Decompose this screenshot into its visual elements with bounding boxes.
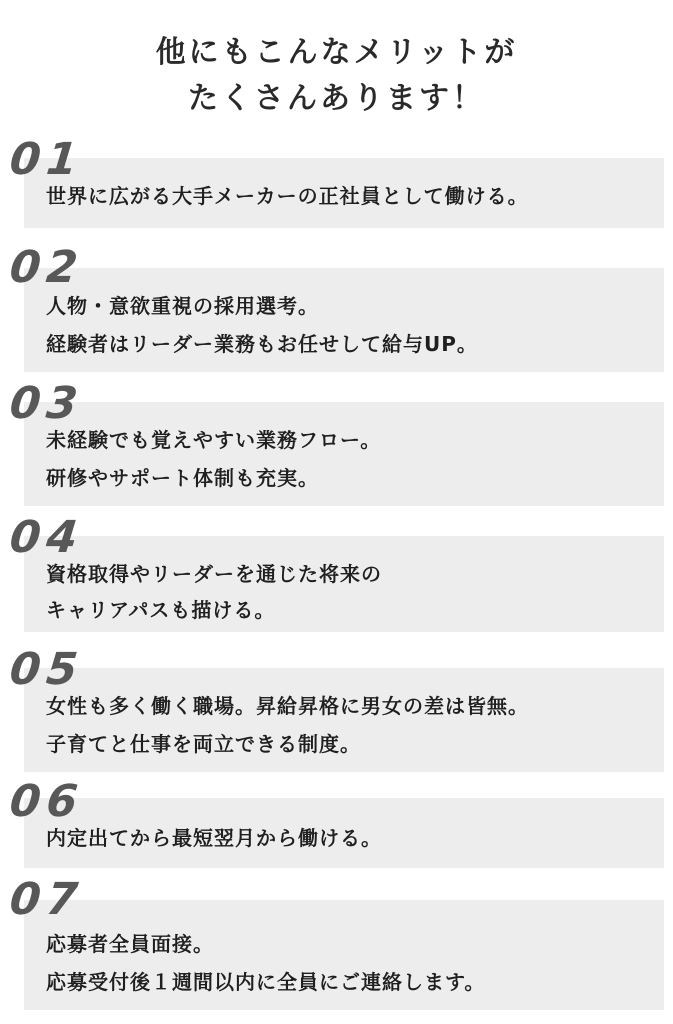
merit-box xyxy=(24,900,664,1010)
merit-text-line: 応募受付後１週間以内に全員にご連絡します。 xyxy=(46,970,486,994)
merit-text-line: 未経験でも覚えやすい業務フロー。 xyxy=(46,428,382,452)
page-title-line-1: 他にもこんなメリットが xyxy=(155,35,518,70)
merit-text-line: 内定出てから最短翌月から働ける。 xyxy=(46,826,382,850)
merit-text-line: 研修やサポート体制も充実。 xyxy=(46,466,319,490)
merit-box xyxy=(24,402,664,506)
merit-number: 05 xyxy=(7,644,86,695)
merit-box xyxy=(24,268,664,372)
merit-text-line: 応募者全員面接。 xyxy=(46,932,214,956)
page-title-line-2: たくさんあります！ xyxy=(188,81,485,116)
merit-text-line: 子育てと仕事を両立できる制度。 xyxy=(46,732,361,756)
merit-box xyxy=(24,798,664,868)
merit-number: 07 xyxy=(7,874,86,925)
merit-number: 06 xyxy=(7,776,86,827)
merit-box xyxy=(24,668,664,772)
merit-text-line: 女性も多く働く職場。昇給昇格に男女の差は皆無。 xyxy=(46,694,529,718)
merit-text-line: 資格取得やリーダーを通じた将来の xyxy=(46,562,382,586)
page-title xyxy=(0,30,673,122)
merit-number: 02 xyxy=(7,242,86,293)
merit-text-line: キャリアパスも描ける。 xyxy=(46,598,276,622)
merit-text-line: 経験者はリーダー業務もお任せして給与UP。 xyxy=(46,332,478,356)
merit-number: 04 xyxy=(7,512,86,563)
merit-text-line: 世界に広がる大手メーカーの正社員として働ける。 xyxy=(46,184,529,208)
merit-number: 03 xyxy=(7,378,86,429)
merit-box xyxy=(24,536,664,632)
merit-box xyxy=(24,158,664,228)
merit-number: 01 xyxy=(7,134,86,185)
merit-text-line: 人物・意欲重視の採用選考。 xyxy=(46,294,319,318)
